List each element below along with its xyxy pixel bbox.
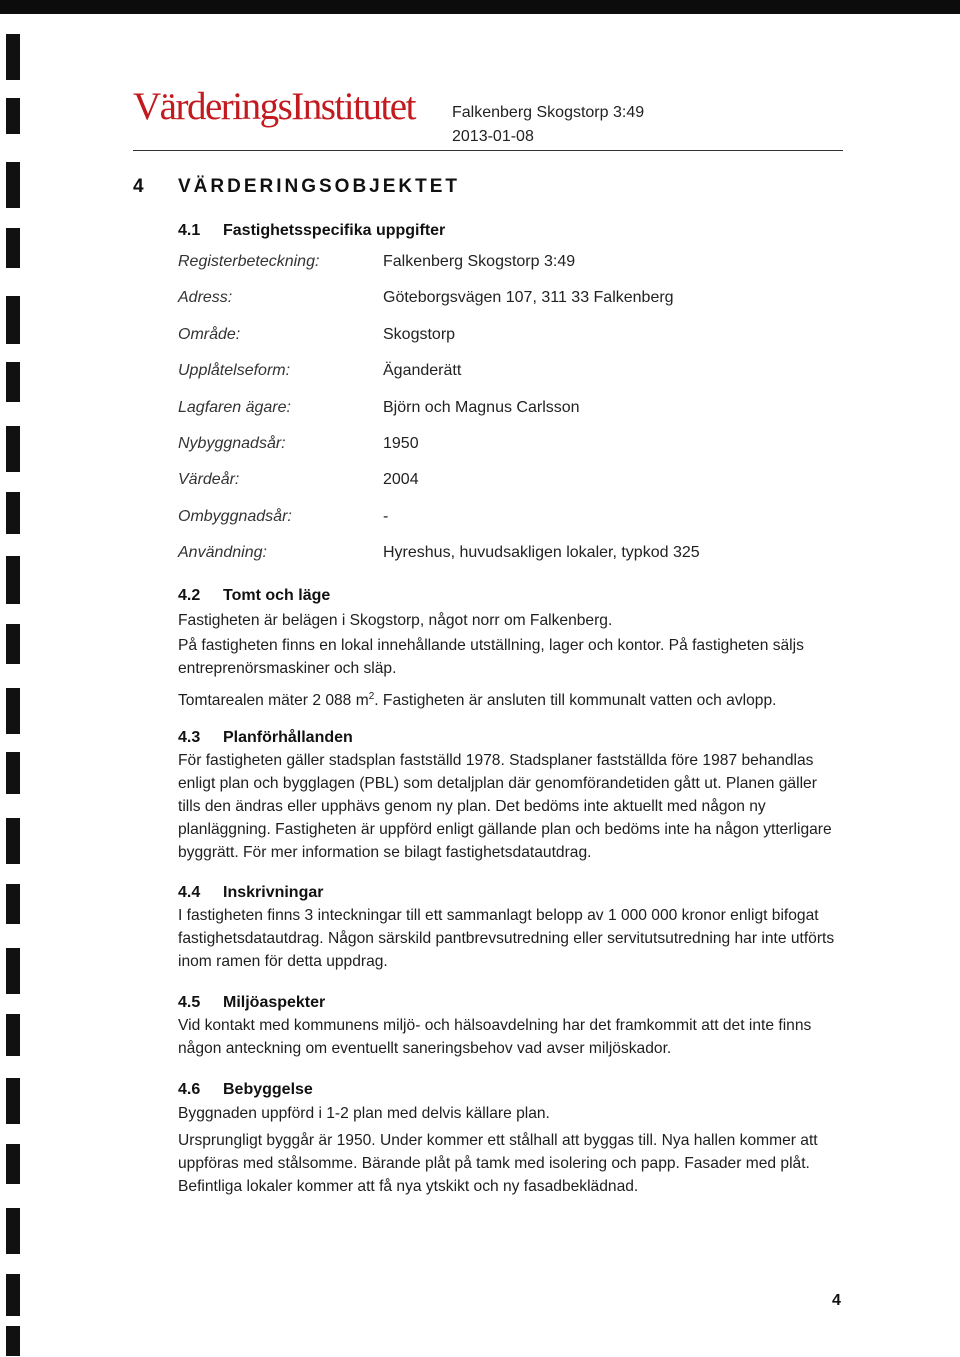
text-run: . Fastigheten är ansluten till kommunalt vatten och avlopp. (374, 692, 777, 710)
section-title: Inskrivningar (223, 884, 324, 901)
field-label: Registerbeteckning: (178, 253, 320, 270)
page-number: 4 (832, 1292, 841, 1309)
paragraph: Fastigheten är belägen i Skogstorp, något norr om Falkenberg. (178, 612, 613, 629)
chapter-title: VÄRDERINGSOBJEKTET (178, 176, 461, 197)
chapter-number: 4 (133, 176, 144, 197)
section-number: 4.3 (178, 729, 201, 746)
paragraph (178, 685, 843, 712)
field-value: - (383, 508, 389, 525)
header-date: 2013-01-08 (452, 128, 534, 145)
paragraph: För fastigheten gäller stadsplan fastställd 1978. Stadsplaner fastställda före 1987 behandlas enligt plan och bygglagen (PBL) som detaljplan där genomförandetiden gått ut. Planen gäller tills den ändras eller upphävs genom ny plan. Det bedöms inte aktuellt med någon ny planläggning. Fastigheten är uppförd enligt gällande plan och bedöms inte ha någon ytterligare byggrätt. För mer information se bilagt fastighetsdatautdrag. (178, 752, 832, 861)
field-value: Skogstorp (383, 326, 456, 343)
section-number: 4.4 (178, 884, 201, 901)
section-number: 4.6 (178, 1081, 201, 1098)
section-title: Fastighetsspecifika uppgifter (223, 222, 446, 239)
field-label: Nybyggnadsår: (178, 435, 286, 452)
paragraph: Byggnaden uppförd i 1-2 plan med delvis källare plan. (178, 1105, 550, 1122)
field-label: Område: (178, 326, 241, 343)
section-number: 4.5 (178, 994, 201, 1011)
paragraph: Ursprungligt byggår är 1950. Under kommer ett stålhall att byggas till. Nya hallen kommer att uppföras med stålsomme. Bärande plåt på tamk med isolering och papp. Fasader med plåt. Befintliga lokaler kommer att få nya ytskikt och ny fasadbeklädnad. (178, 1132, 818, 1195)
section-title: Miljöaspekter (223, 994, 326, 1011)
section-title: Planförhållanden (223, 729, 353, 746)
text-run: Tomtarealen mäter 2 088 m (178, 692, 369, 710)
section-number: 4.1 (178, 222, 201, 239)
field-label: Värdeår: (178, 471, 240, 488)
field-label: Användning: (178, 544, 267, 561)
field-value: Hyreshus, huvudsakligen lokaler, typkod 325 (383, 544, 700, 561)
field-label: Ombyggnadsår: (178, 508, 292, 525)
section-title: Bebyggelse (223, 1081, 313, 1098)
field-label: Upplåtelseform: (178, 362, 291, 379)
field-value: 1950 (383, 435, 419, 452)
header-divider (133, 150, 843, 151)
field-value: 2004 (383, 471, 419, 488)
field-value: Äganderätt (383, 362, 462, 379)
scan-top-edge (0, 0, 960, 14)
field-value: Falkenberg Skogstorp 3:49 (383, 253, 576, 270)
superscript: 2 (368, 691, 375, 702)
field-label: Lagfaren ägare: (178, 399, 291, 416)
header-property: Falkenberg Skogstorp 3:49 (452, 104, 645, 121)
paragraph: I fastigheten finns 3 inteckningar till ett sammanlagt belopp av 1 000 000 kronor enligt bifogat fastighetsdatautdrag. Någon särskild pantbrevsutredning eller servitutsutredning har inte utförts inom ramen för detta uppdrag. (178, 907, 835, 970)
field-value: Göteborgsvägen 107, 311 33 Falkenberg (383, 289, 674, 306)
field-label: Adress: (178, 289, 233, 306)
section-title: Tomt och läge (223, 587, 331, 604)
binding-holes (0, 14, 26, 1357)
field-value: Björn och Magnus Carlsson (383, 399, 580, 416)
paragraph: Vid kontakt med kommunens miljö- och hälsoavdelning har det framkommit att det inte finns någon anteckning om eventuellt saneringsbehov vad avser miljöskador. (178, 1017, 812, 1057)
paragraph: På fastigheten finns en lokal innehållande utställning, lager och kontor. På fastigheten säljs entreprenörsmaskiner och släp. (178, 637, 804, 677)
section-number: 4.2 (178, 587, 201, 604)
logo: VärderingsInstitutet (133, 85, 415, 128)
